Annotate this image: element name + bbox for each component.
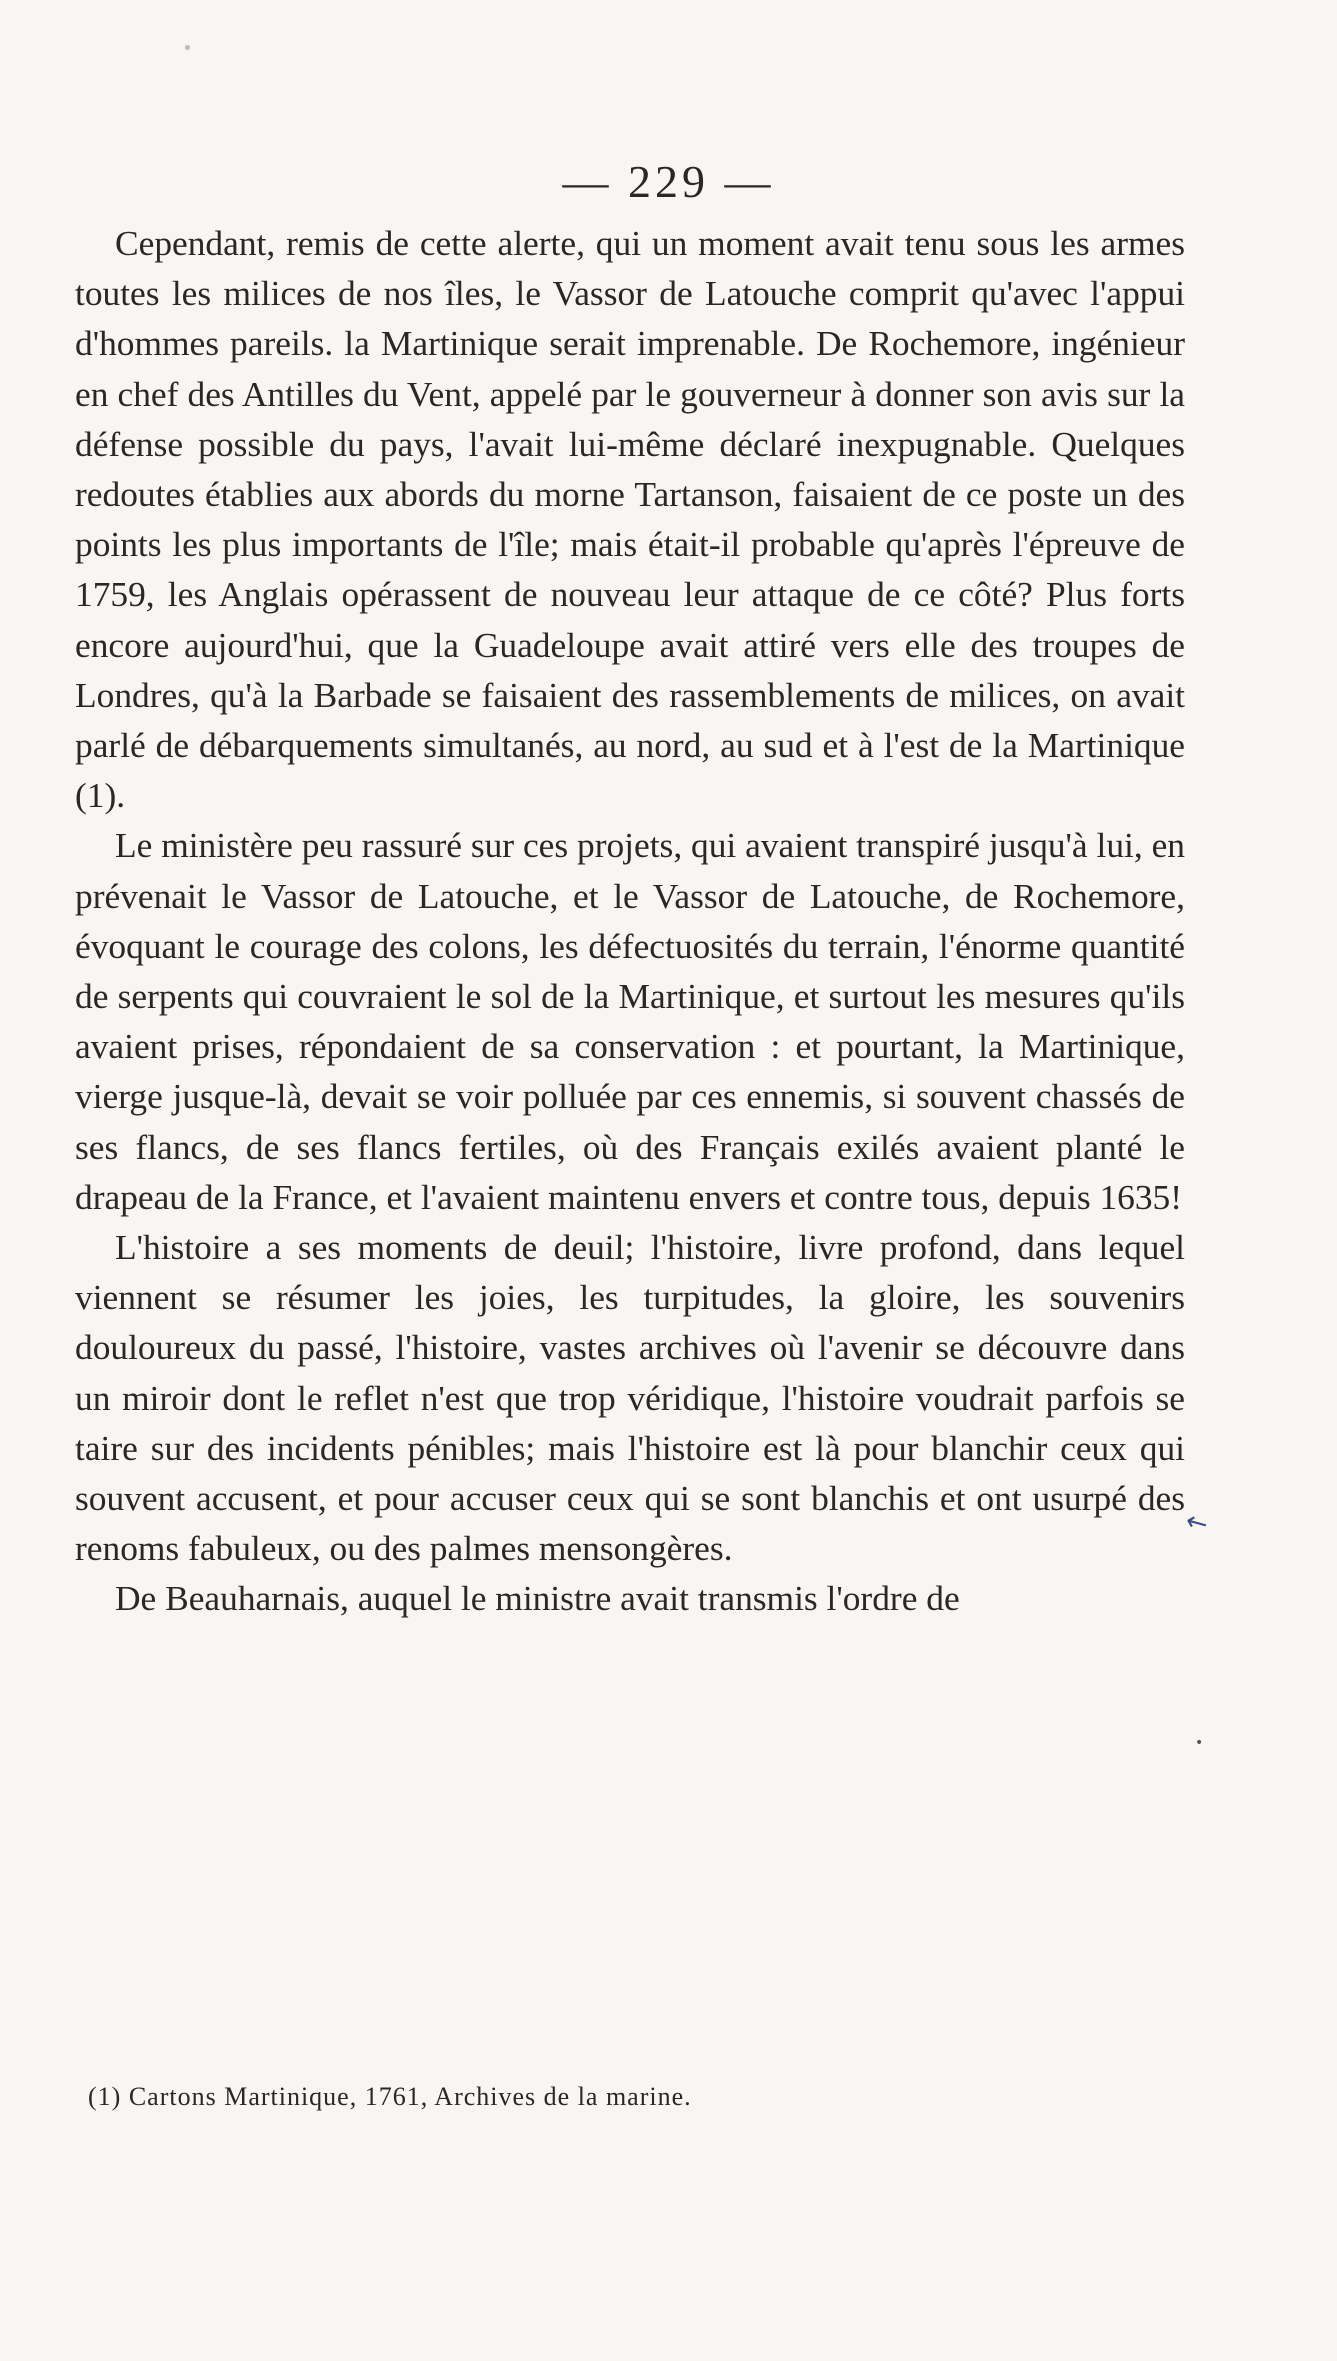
footnote: (1) Cartons Martinique, 1761, Archives de la marine. bbox=[88, 2082, 692, 2111]
paragraph-3: L'histoire a ses moments de deuil; l'histoire, livre profond, dans lequel viennent se résumer les joies, les turpitudes, la gloire, les souvenirs douloureux du passé, l'histoire, vastes archives où l'avenir se découvre dans un miroir dont le reflet n'est que trop véridique, l'histoire voudrait parfois se taire sur des incidents pénibles; mais l'histoire est là pour blanchir ceux qui souvent accusent, et pour accuser ceux qui se sont blanchis et ont usurpé des renoms fabuleux, ou des palmes mensongères. bbox=[75, 1227, 1185, 1569]
paper-speck bbox=[185, 45, 190, 50]
margin-dot-icon: • bbox=[1195, 1735, 1204, 1751]
margin-arrow-icon: ↖ bbox=[1179, 1504, 1214, 1542]
page-number: — 229 — bbox=[562, 156, 775, 207]
paragraph-2: Le ministère peu rassuré sur ces projets, qui avaient transpiré jusqu'à lui, en prévenait le Vassor de Latouche, et le Vassor de Latouche, de Rochemore, évoquant le courage des colons, les défectuosités du terrain, l'énorme quantité de serpents qui couvraient le sol de la Martinique, et surtout les mesures qu'ils avaient prises, répondaient de sa conservation : et pourtant, la Martinique, vierge jusque-là, devait se voir polluée par ces ennemis, si souvent chassés de ses flancs, de ses flancs fertiles, où des Français exilés avaient planté le drapeau de la France, et l'avaient maintenu envers et contre tous, depuis 1635! bbox=[75, 825, 1185, 1217]
paragraph-1: Cependant, remis de cette alerte, qui un moment avait tenu sous les armes toutes les milices de nos îles, le Vassor de Latouche comprit qu'avec l'appui d'hommes pareils. la Martinique serait imprenable. De Rochemore, ingénieur en chef des Antilles du Vent, appelé par le gouverneur à donner son avis sur la défense possible du pays, l'avait lui-même déclaré inexpugnable. Quelques redoutes établies aux abords du morne Tartanson, faisaient de ce poste un des points les plus importants de l'île; mais était-il probable qu'après l'épreuve de 1759, les Anglais opérassent de nouveau leur attaque de ce côté? Plus forts encore aujourd'hui, que la Guadeloupe avait attiré vers elle des troupes de Londres, qu'à la Barbade se faisaient des rassemblements de milices, on avait parlé de débarquements simultanés, au nord, au sud et à l'est de la Martinique (1). bbox=[75, 223, 1185, 816]
body-text bbox=[75, 218, 1185, 1624]
paragraph-4: De Beauharnais, auquel le ministre avait transmis l'ordre de bbox=[115, 1578, 960, 1619]
